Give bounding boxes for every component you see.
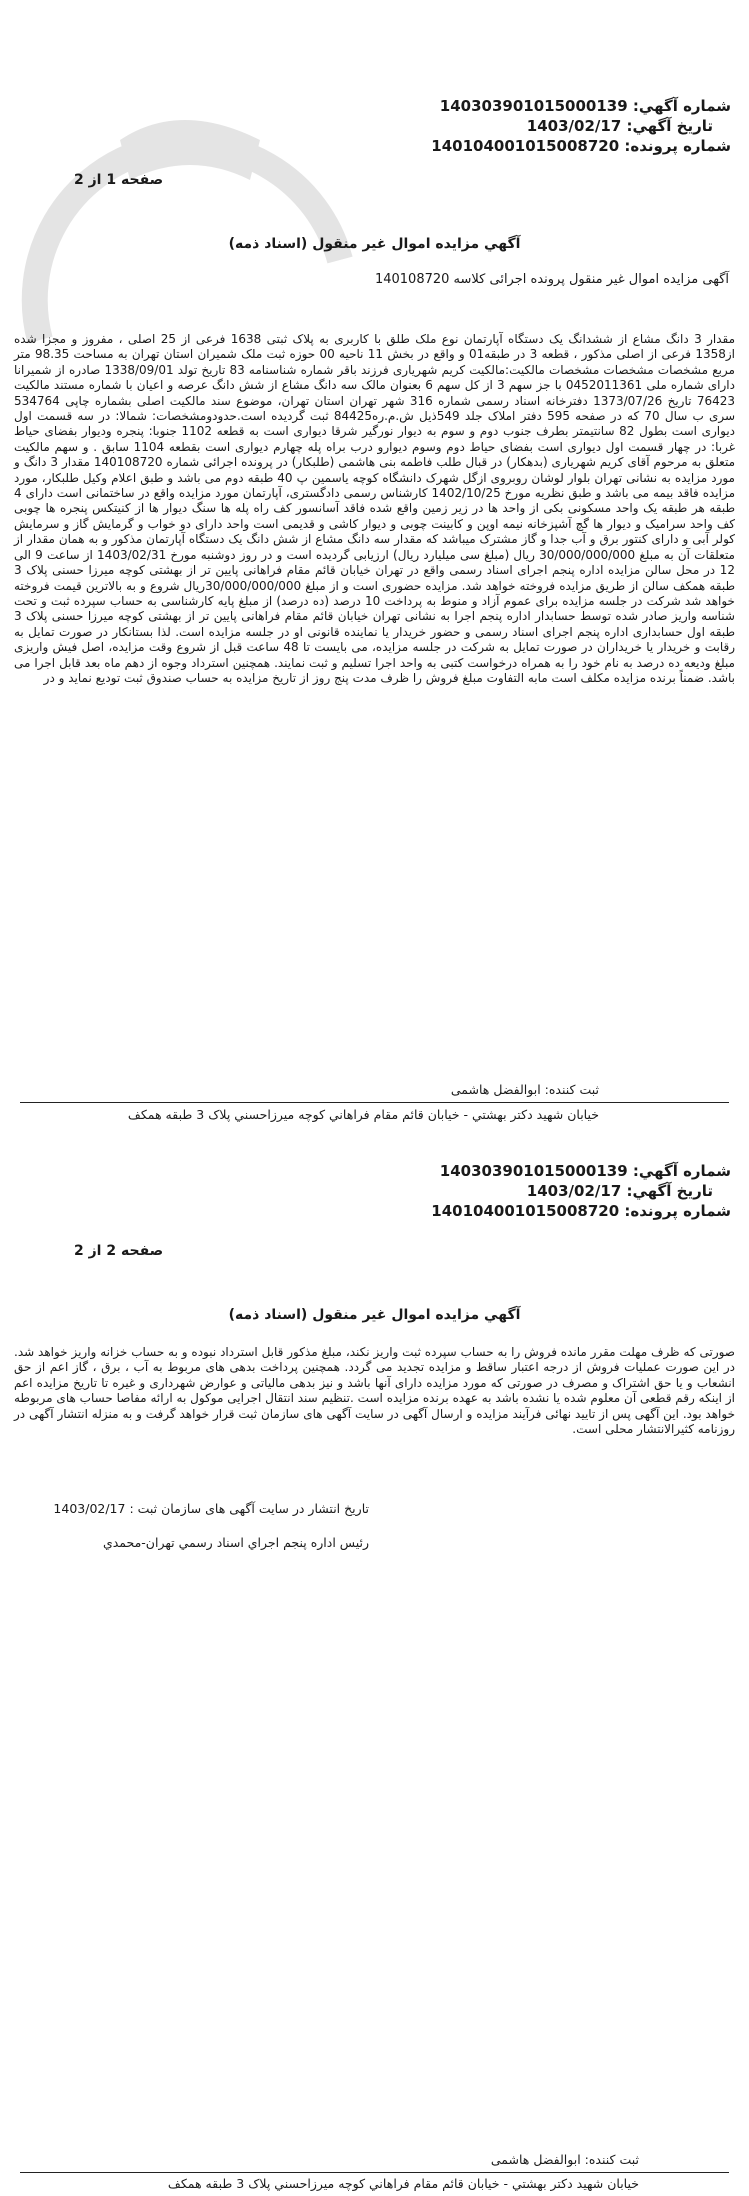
notice-header (431, 96, 731, 156)
ad-number-row (431, 1161, 731, 1181)
registrar (491, 2152, 639, 2167)
publish-date-line: تاريخ انتشار در سايت آگهی های سازمان ثبت : 1403/02/17 (53, 1501, 369, 1516)
registrar-label: ثبت کننده: (544, 1082, 599, 1097)
notice-title: آگهي مزايده اموال غير منقول (اسناد ذمه) (228, 1307, 521, 1323)
notice-subtitle: آگهی مزایده اموال غیر منقول پرونده اجرائی کلاسه 140108720 (374, 272, 729, 287)
page-number: صفحه 1 از 2 (74, 172, 164, 188)
file-number: 140104001015008720 (431, 137, 620, 155)
office-address: خیابان شهید دکتر بهشتي - خيابان قائم مقام فراهاني کوچه ميرزاحسني پلاک 3 طبقه همکف (127, 1107, 599, 1122)
ad-number-label: شماره آگهي: (632, 97, 731, 115)
ad-date-row (431, 116, 713, 136)
ad-number-label: شماره آگهي: (632, 1162, 731, 1180)
registrar (451, 1082, 599, 1097)
file-number-label: شماره پرونده: (624, 137, 731, 155)
notice-page-2 (0, 1125, 749, 2196)
notice-title: آگهي مزايده اموال غير منقول (اسناد ذمه) (228, 236, 521, 252)
ad-number-row (431, 96, 731, 116)
file-number-row (431, 1201, 731, 1221)
page-number: صفحه 2 از 2 (74, 1243, 164, 1259)
registrar-label: ثبت کننده: (584, 2152, 639, 2167)
ad-date: 1403/02/17 (526, 1182, 622, 1200)
divider (20, 1102, 729, 1103)
divider (20, 2172, 729, 2173)
registrar-name: ابوالفضل هاشمی (450, 1082, 541, 1097)
ad-number: 140303901015000139 (439, 1162, 628, 1180)
file-number-row (431, 136, 731, 156)
ad-date-label: تاريخ آگهي: (626, 117, 713, 135)
office-address: خیابان شهید دکتر بهشتي - خيابان قائم مقام فراهاني کوچه ميرزاحسني پلاک 3 طبقه همکف (167, 2176, 639, 2191)
ad-date-row (431, 1181, 713, 1201)
file-number: 140104001015008720 (431, 1202, 620, 1220)
file-number-label: شماره پرونده: (624, 1202, 731, 1220)
ad-number: 140303901015000139 (439, 97, 628, 115)
ad-date-label: تاريخ آگهي: (626, 1182, 713, 1200)
notice-body: صورتی که ظرف مهلت مقرر مانده فروش را به حساب سپرده ثبت واریز نکند، مبلغ مذکور قابل استرداد نبوده و به حساب خزانه واریز خواهد شد. در این صورت عملیات فروش از درجه اعتبار ساقط و مزایده تجدید می گردد. همچنین پرداخت بدهی های مربوط به آب ، برق ، گاز اعم از حق انشعاب و یا حق اشتراک و مصرف در صورتی که مورد مزایده دارای آنها باشد و نیز بدهی مالیاتی و عوارض شهرداری و غیره تا تاریخ مزایده اعم از اینکه رقم قطعی آن معلوم شده یا نشده باشد به عهده برنده مزایده است .تنظیم سند انتقال اجرایی موکول به ارائه مفاصا حساب های مربوطه خواهد بود. این آگهی پس از تایید نهائی فرآیند مزایده و ارسال آگهی در سایت آگهی های سازمان ثبت قرار خواهد گرفت و به منزله انتشار آگهی در روزنامه کثیرالانتشار محلی است. (14, 1345, 735, 1437)
notice-header (431, 1161, 731, 1221)
signatory: رئيس اداره پنجم اجراي اسناد رسمي تهران-محمدي (102, 1535, 369, 1550)
notice-body: مقدار 3 دانگ مشاع از ششدانگ یک دستگاه آپارتمان نوع ملک طلق با کاربری به پلاک ثبتی 1638 فرعی از 25 اصلی ، مفروز و مجزا شده از1358 فرعی از اصلی مذکور ، قطعه 3 در طبقه01 و واقع در بخش 11 ناحیه 00 حوزه ثبت ملک شمیران استان تهران به مساحت 98.35 متر مربع مشخصات مشخصات مشخصات مالکیت:مالکیت کریم شهریاری فرزند باقر شماره شناسنامه 83 تاریخ تولد 1338/09/01 صادره از شمیرانا دارای شماره ملی 0452011361 با جز سهم 3 از کل سهم 6 بعنوان مالک سه دانگ مشاع از شش دانگ عرصه و اعیان با شماره مستند مالکیت 76423 تاریخ 1373/07/26 دفترخانه اسناد رسمی شماره 316 شهر تهران استان تهران، موضوع سند مالکیت اصلی بشماره چاپی 534764 سری ب سال 70 که در صفحه 595 دفتر املاک جلد 549ذیل ش.م.ره84425 ثبت گردیده است.حدودومشخصات: شمالا: در سه قسمت اول دیواری است بطول 82 سانتیمتر بطرف جنوب دوم و سوم به دیوار نورگیر شرقا دیواری است به قطعه 1102 جنوبا: پنجره ودیوار بفضای حیاط غربا: در چهار قسمت اول دیواری است بفضای حیاط دوم وسوم دیوارو درب براه پله چهارم دیواری است بقطعه 1104 سابق . و سهم مالکیت متعلق به مرحوم آقای کریم شهریاری (بدهکار) در قبال طلب فاطمه بنی هاشمی (طلبکار) در پرونده اجرائی شماره 140108720 مقدار 3 دانگ و مورد مزایده به نشانی تهران بلوار لوشان روبروی ازگل شهرک دانشگاه کوچه یاسمین پ 40 طبقه دوم می باشد و طبق اعلام وکیل طلبکار، مورد مزایده فاقد بیمه می باشد و طبق نظریه مورخ 1402/10/25 کارشناس رسمی دادگستری، آپارتمان مورد مزایده واقع در ساختمانی است دارای 4 طبقه هر طبقه یک واحد مسکونی بکی از واحد ها در زیر زمین واقع شده فاقد آسانسور کف راه پله ها سنگ دیوار ها از کنیتکس پنجره ها چوبی کف واحد سرامیک و دیوار ها گچ آشپزخانه نیمه اوپن و کابینت چوبی و دیوار کاشی و قدیمی است واحد دارای دو خواب و گرمایش گاز و سرمایش کولر آبی و دارای کنتور برق و آب جدا و گاز مشترک میباشد که مقدار سه دانگ مشاع از شش دانگ یک دستگاه آپارتمان مذکور و به همان مقدار از متعلقات آن به مبلغ 30/000/000/000 ریال (مبلغ سی میلیارد ریال) ارزیابی گردیده است و در روز دوشنبه مورخ 1403/02/31 از ساعت 9 الی 12 در محل سالن مزایده اداره پنجم اجرای اسناد رسمی واقع در تهران خیابان قائم مقام فراهانی پایین تر از بهشتی کوچه میرزا حسنی پلاک 3 طبقه همکف سالن از طریق مزایده فروخته خواهد شد. مزایده حضوری است و از مبلغ 30/000/000/000ریال شروع و به بالاترین قیمت فروخته خواهد شد شرکت در جلسه مزایده برای عموم آزاد و منوط به پرداخت 10 درصد (ده درصد) از مبلغ پایه کارشناسی به حساب سپرده ثبت و تحت شناسه واریز صادر شده توسط حسابدار اداره پنجم اجرا به نشانی تهران خیابان قائم مقام فراهانی پایین تر از بهشتی کوچه میرزا حسنی پلاک 3 طبقه اول حسابداری اداره پنجم اجرای اسناد رسمی و حضور خریدار یا نماینده قانونی او در جلسه مزایده است. لذا بستانکار در صورت تمایل به رقابت و خریدار یا خریداران در صورت تمایل به شرکت در جلسه مزایده، می بایست تا 48 ساعت قبل از شروع وقت مزایده، اصل فیش واریزی مبلغ ودیعه ده درصد به نام خود را به همراه درخواست کتبی به واحد اجرا تسلیم و ثبت نمایند. همچنین استرداد وجوه از دهم ماه بعد قابل اجرا می باشد. ضمناً برنده مزایده مکلف است مابه التفاوت مبلغ فروش را ظرف مدت پنج روز از تاریخ مزایده به حساب صندوق ثبت توديع نمايد و در (14, 332, 736, 685)
ad-date: 1403/02/17 (526, 117, 622, 135)
registrar-name: ابوالفضل هاشمی (490, 2152, 581, 2167)
watermark-logo-icon (0, 70, 380, 370)
